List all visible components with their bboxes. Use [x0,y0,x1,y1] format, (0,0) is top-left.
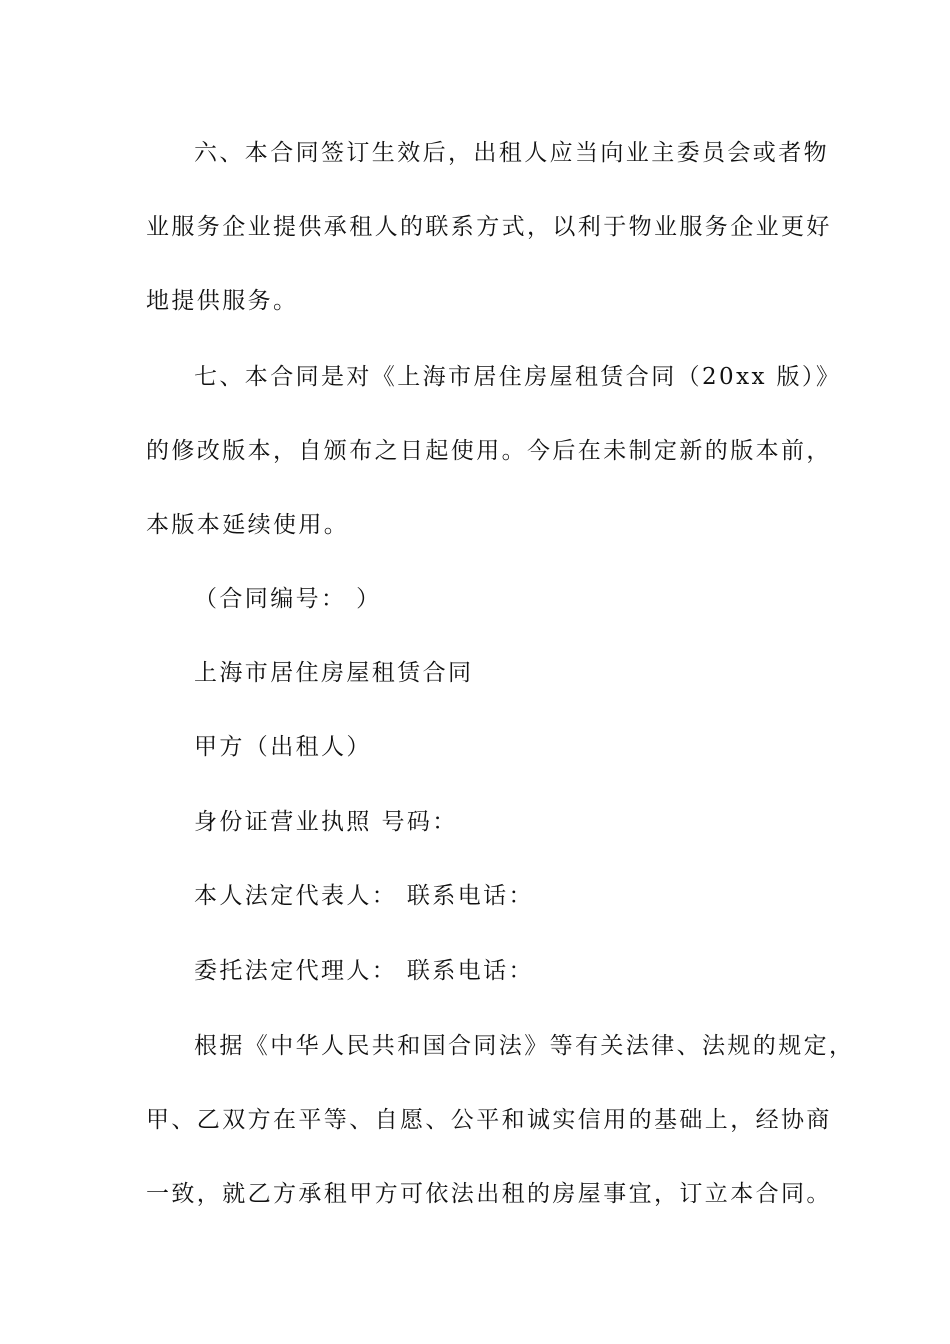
clause-7-line-3: 本版本延续使用。 [146,512,350,538]
preamble-line-1: 根据《中华人民共和国合同法》等有关法律、法规的规定， [194,1033,855,1059]
preamble [146,1009,855,1231]
clause-6-line-3: 地提供服务。 [146,288,299,314]
clause-6-line-1: 六、本合同签订生效后，出租人应当向业主委员会或者物 [194,140,829,166]
party-a-text: 甲方（出租人） [194,734,372,760]
clause-7-line-2: 的修改版本，自颁布之日起使用。今后在未制定新的版本前， [146,438,832,464]
clause-7 [146,340,842,562]
clause-6 [146,116,832,338]
contract-title-text: 上海市居住房屋租赁合同 [194,660,474,686]
party-a [146,710,826,784]
id-number [146,785,826,859]
preamble-line-2: 甲、乙双方在平等、自愿、公平和诚实信用的基础上，经协商 [146,1107,832,1133]
preamble-line-3: 一致，就乙方承租甲方可依法出租的房屋事宜，订立本合同。 [146,1181,832,1207]
legal-representative [146,859,826,933]
contract-number [146,562,826,636]
id-number-text: 身份证营业执照 号码： [194,809,458,835]
clause-6-line-2: 业服务企业提供承租人的联系方式，以利于物业服务企业更好 [146,214,832,240]
agent-text: 委托法定代理人： 联系电话： [194,958,534,984]
contract-title [146,636,826,710]
agent [146,934,826,1008]
clause-7-line-1: 七、本合同是对《上海市居住房屋租赁合同（20xx 版）》 [194,364,842,390]
legal-representative-text: 本人法定代表人： 联系电话： [194,883,534,909]
contract-number-text: （合同编号： ） [194,586,382,612]
